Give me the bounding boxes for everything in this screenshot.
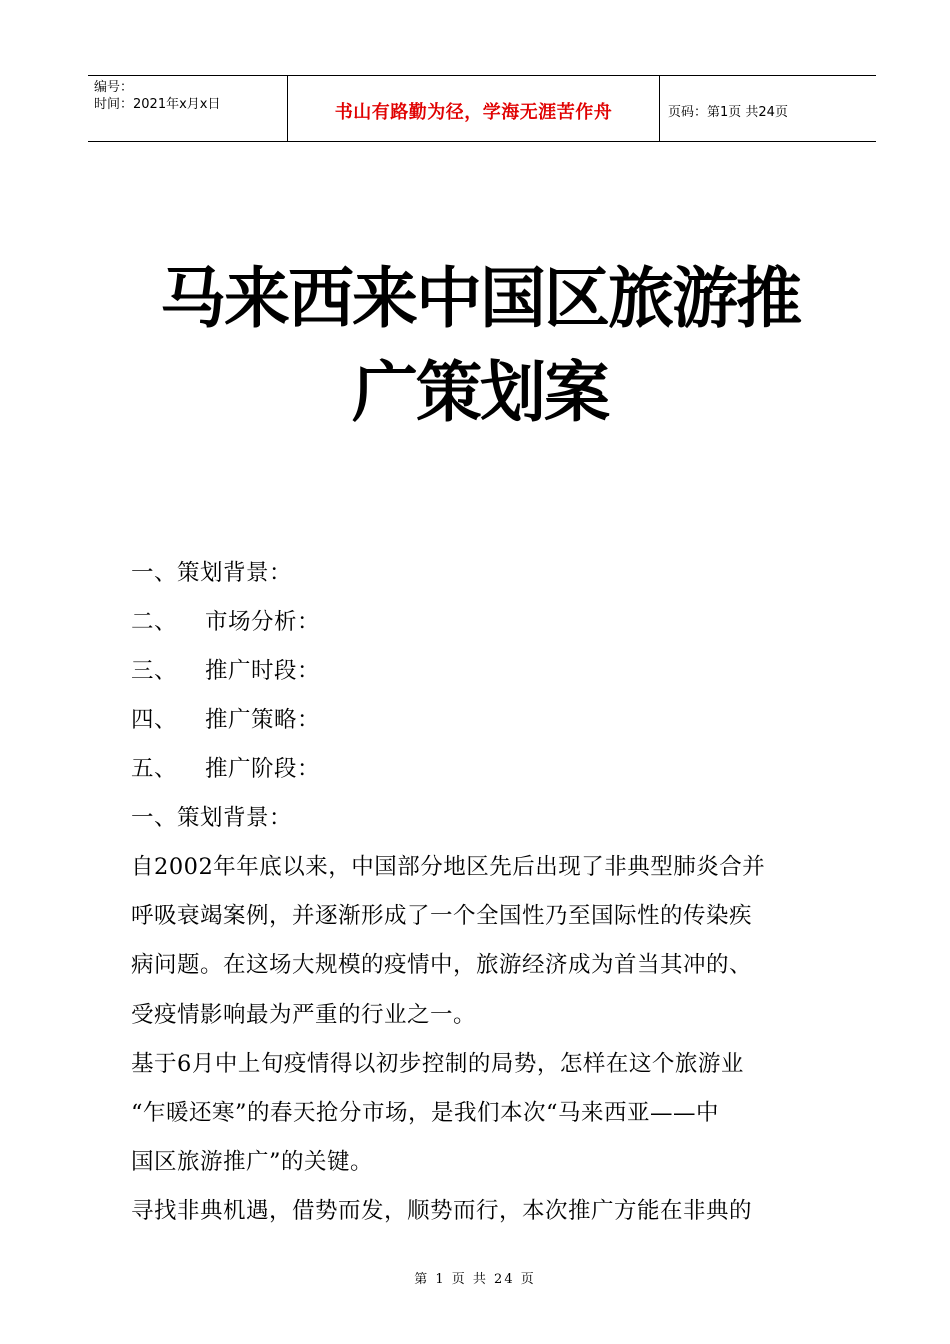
- document-time-label: 时间：2021年x月x日: [94, 97, 221, 112]
- header-page-cell: [660, 76, 876, 141]
- toc-item: [131, 745, 836, 794]
- header-motto-cell: [288, 76, 660, 141]
- document-body: [131, 549, 836, 1237]
- toc-item: [131, 696, 836, 745]
- toc-item-number: 二、: [131, 609, 178, 635]
- document-header: [88, 75, 876, 142]
- paragraph-line: 自2002年年底以来，中国部分地区先后出现了非典型肺炎合并: [131, 854, 766, 880]
- document-number-label: 编号：: [94, 80, 134, 95]
- toc-item-text: 推广策略：: [205, 707, 321, 733]
- toc-item-text: 推广阶段：: [205, 756, 321, 782]
- toc-item: [131, 598, 836, 647]
- table-of-contents: [131, 549, 836, 794]
- paragraph-line: 病问题。在这场大规模的疫情中，旅游经济成为首当其冲的、: [131, 952, 753, 979]
- footer-page-number: 第 1 页 共 24 页: [414, 1272, 536, 1287]
- title-line-1: 马来西来中国区旅游推: [160, 260, 800, 337]
- body-paragraph: [131, 843, 836, 1237]
- header-motto: 书山有路勤为径，学海无涯苦作舟: [334, 101, 613, 123]
- page-footer: [0, 1268, 950, 1287]
- header-info-cell: [88, 76, 288, 141]
- header-page-number: 页码：第1页 共24页: [668, 105, 788, 120]
- toc-item-text: 市场分析：: [205, 609, 321, 635]
- paragraph-line: 受疫情影响最为严重的行业之一。: [131, 1001, 477, 1028]
- toc-item-number: 五、: [131, 756, 178, 782]
- paragraph-line: 呼吸衰竭案例，并逐渐形成了一个全国性乃至国际性的传染疾: [131, 903, 753, 930]
- toc-item: [131, 549, 836, 598]
- paragraph-line: 寻找非典机遇，借势而发，顺势而行，本次推广方能在非典的: [131, 1198, 753, 1225]
- title-line-2: 广策划案: [352, 354, 608, 431]
- toc-item-number: 四、: [131, 707, 178, 733]
- paragraph-line: 基于6月中上旬疫情得以初步控制的局势，怎样在这个旅游业: [131, 1050, 744, 1077]
- toc-item-number: 三、: [131, 658, 178, 684]
- document-title: [120, 252, 840, 440]
- paragraph-line: 国区旅游推广”的关键。: [131, 1149, 374, 1176]
- paragraph-line: “乍暖还寒”的春天抢分市场，是我们本次“马来西亚——中: [131, 1099, 720, 1126]
- toc-item: [131, 647, 836, 696]
- section-heading: 一、策划背景：: [131, 805, 293, 831]
- toc-item-text: 推广时段：: [205, 658, 321, 684]
- toc-item-text: 一、策划背景：: [131, 560, 293, 586]
